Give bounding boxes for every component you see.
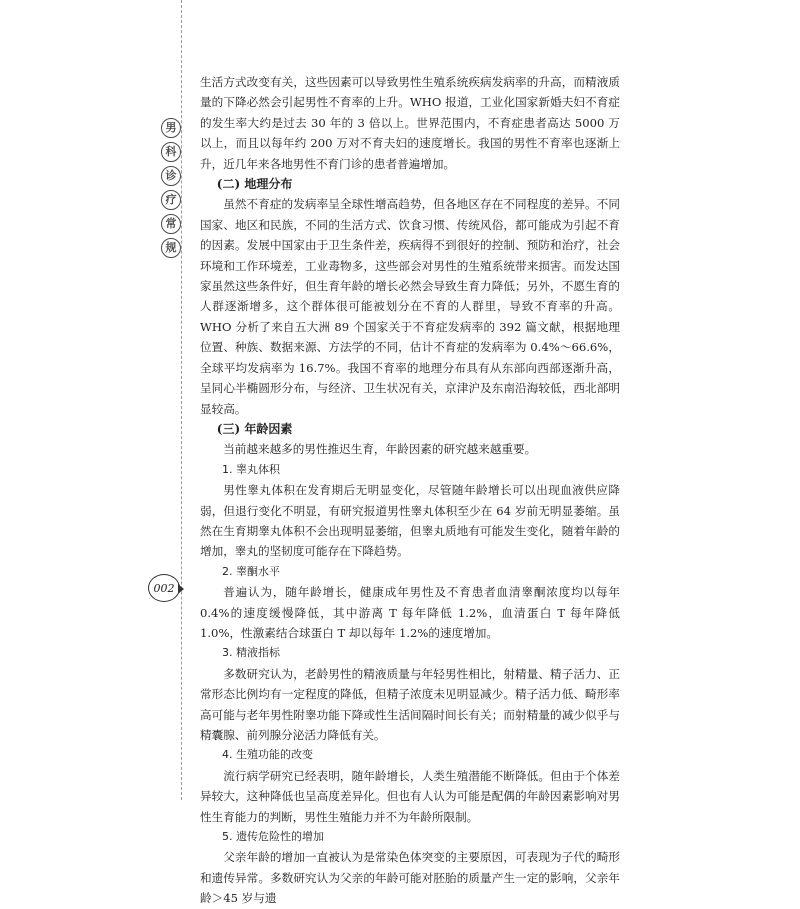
side-title	[161, 118, 181, 262]
subsection-heading: 5. 遗传危险性的增加	[222, 830, 324, 844]
page-number: 002	[148, 574, 180, 602]
side-title-char: 男	[161, 118, 181, 138]
subsection-heading: 4. 生殖功能的改变	[222, 748, 313, 762]
subsection-heading: 1. 睾丸体积	[222, 462, 280, 476]
page-number-pointer	[178, 584, 184, 594]
side-title-char: 诊	[161, 166, 181, 186]
paragraph: 流行病学研究已经表明，随年龄增长，人类生殖潜能不断降低。但由于个体差异较大，这种降低也呈高度差异化。但也有人认为可能是配偶的年龄因素影响对男性生育能力的判断，男性生殖能力并不为年龄所限制。	[200, 768, 620, 824]
side-title-char: 规	[161, 238, 181, 258]
paragraph: 当前越来越多的男性推迟生育，年龄因素的研究越来越重要。	[223, 442, 537, 457]
paragraph: 多数研究认为，老龄男性的精液质量与年轻男性相比，射精量、精子活力、正常形态比例均有一定程度的降低，但精子浓度未见明显减少。精子活力低、畸形率高可能与老年男性附睾功能下降或性生活间隔时间长有关；而射精量的减少似乎与精囊腺、前列腺分泌活力降低有关。	[200, 666, 620, 742]
side-title-char: 常	[161, 214, 181, 234]
side-title-char: 科	[161, 142, 181, 162]
paragraph: 男性睾丸体积在发育期后无明显变化，尽管随年龄增长可以出现血液供应降弱，但退行变化不明显，有研究报道男性睾丸体积至少在 64 岁前无明显萎缩。虽然在生育期睾丸体积不会出现明显萎缩，但睾丸质地有可能发生变化，随着年龄的增加，睾丸的坚韧度可能存在下降趋势。	[200, 483, 620, 559]
section-heading: (三) 年龄因素	[216, 421, 293, 436]
page-body	[200, 72, 620, 909]
subsection-heading: 3. 精液指标	[222, 646, 280, 660]
section-heading: (二) 地理分布	[216, 177, 293, 192]
subsection-heading: 2. 睾酮水平	[222, 564, 280, 578]
paragraph: 父亲年龄的增加一直被认为是常染色体突变的主要原因，可表现为子代的畸形和遗传异常。多数研究认为父亲的年龄可能对胚胎的质量产生一定的影响，父亲年龄＞45 岁与遗	[200, 850, 620, 906]
spine-divider	[181, 0, 182, 800]
side-title-char: 疗	[161, 190, 181, 210]
paragraph: 虽然不育症的发病率呈全球性增高趋势，但各地区存在不同程度的差异。不同国家、地区和民族，不同的生活方式、饮食习惯、传统风俗，都可能成为引起不育的因素。发展中国家由于卫生条件差，疾病得不到很好的控制、预防和治疗，社会环境和工作环境差，工业毒物多，这些部会对男性的生殖系统带来损害。而发达国家虽然这些条件好，但生育年龄的增长必然会导致生育力降低；另外，不愿生育的人群逐渐增多，这个群体很可能被划分在不育的人群里，导致不育率的升高。WHO 分析了来自五大洲 89 个国家关于不育症发病率的 392 篇文献，根据地理位置、种族、数据来源、方法学的不同，估计不育症的发病率为 0.4%～66.6%，全球平均发病率为 16.7%。我国不育率的地理分布具有从东部向西部逐渐升高，呈同心半椭圆形分布，与经济、卫生状况有关，京津沪及东南沿海较低，西北部明显较高。	[200, 197, 620, 416]
paragraph: 生活方式改变有关，这些因素可以导致男性生殖系统疾病发病率的升高，而精液质量的下降必然会引起男性不育率的上升。WHO 报道，工业化国家新婚夫妇不育症的发生率大约是过去 30 年的 3 倍以上。世界范围内，不育症患者高达 5000 万以上，而且以每年约 200 万对不育夫妇的速度增长。我国的男性不育率也逐渐上升，近几年来各地男性不育门诊的患者普遍增加。	[200, 75, 620, 171]
paragraph: 普遍认为，随年龄增长，健康成年男性及不育患者血清睾酮浓度均以每年 0.4%的速度缓慢降低，其中游离 T 每年降低 1.2%，血清蛋白 T 每年降低 1.0%，性激素结合球蛋白 T 却以每年 1.2%的速度增加。	[200, 585, 620, 640]
